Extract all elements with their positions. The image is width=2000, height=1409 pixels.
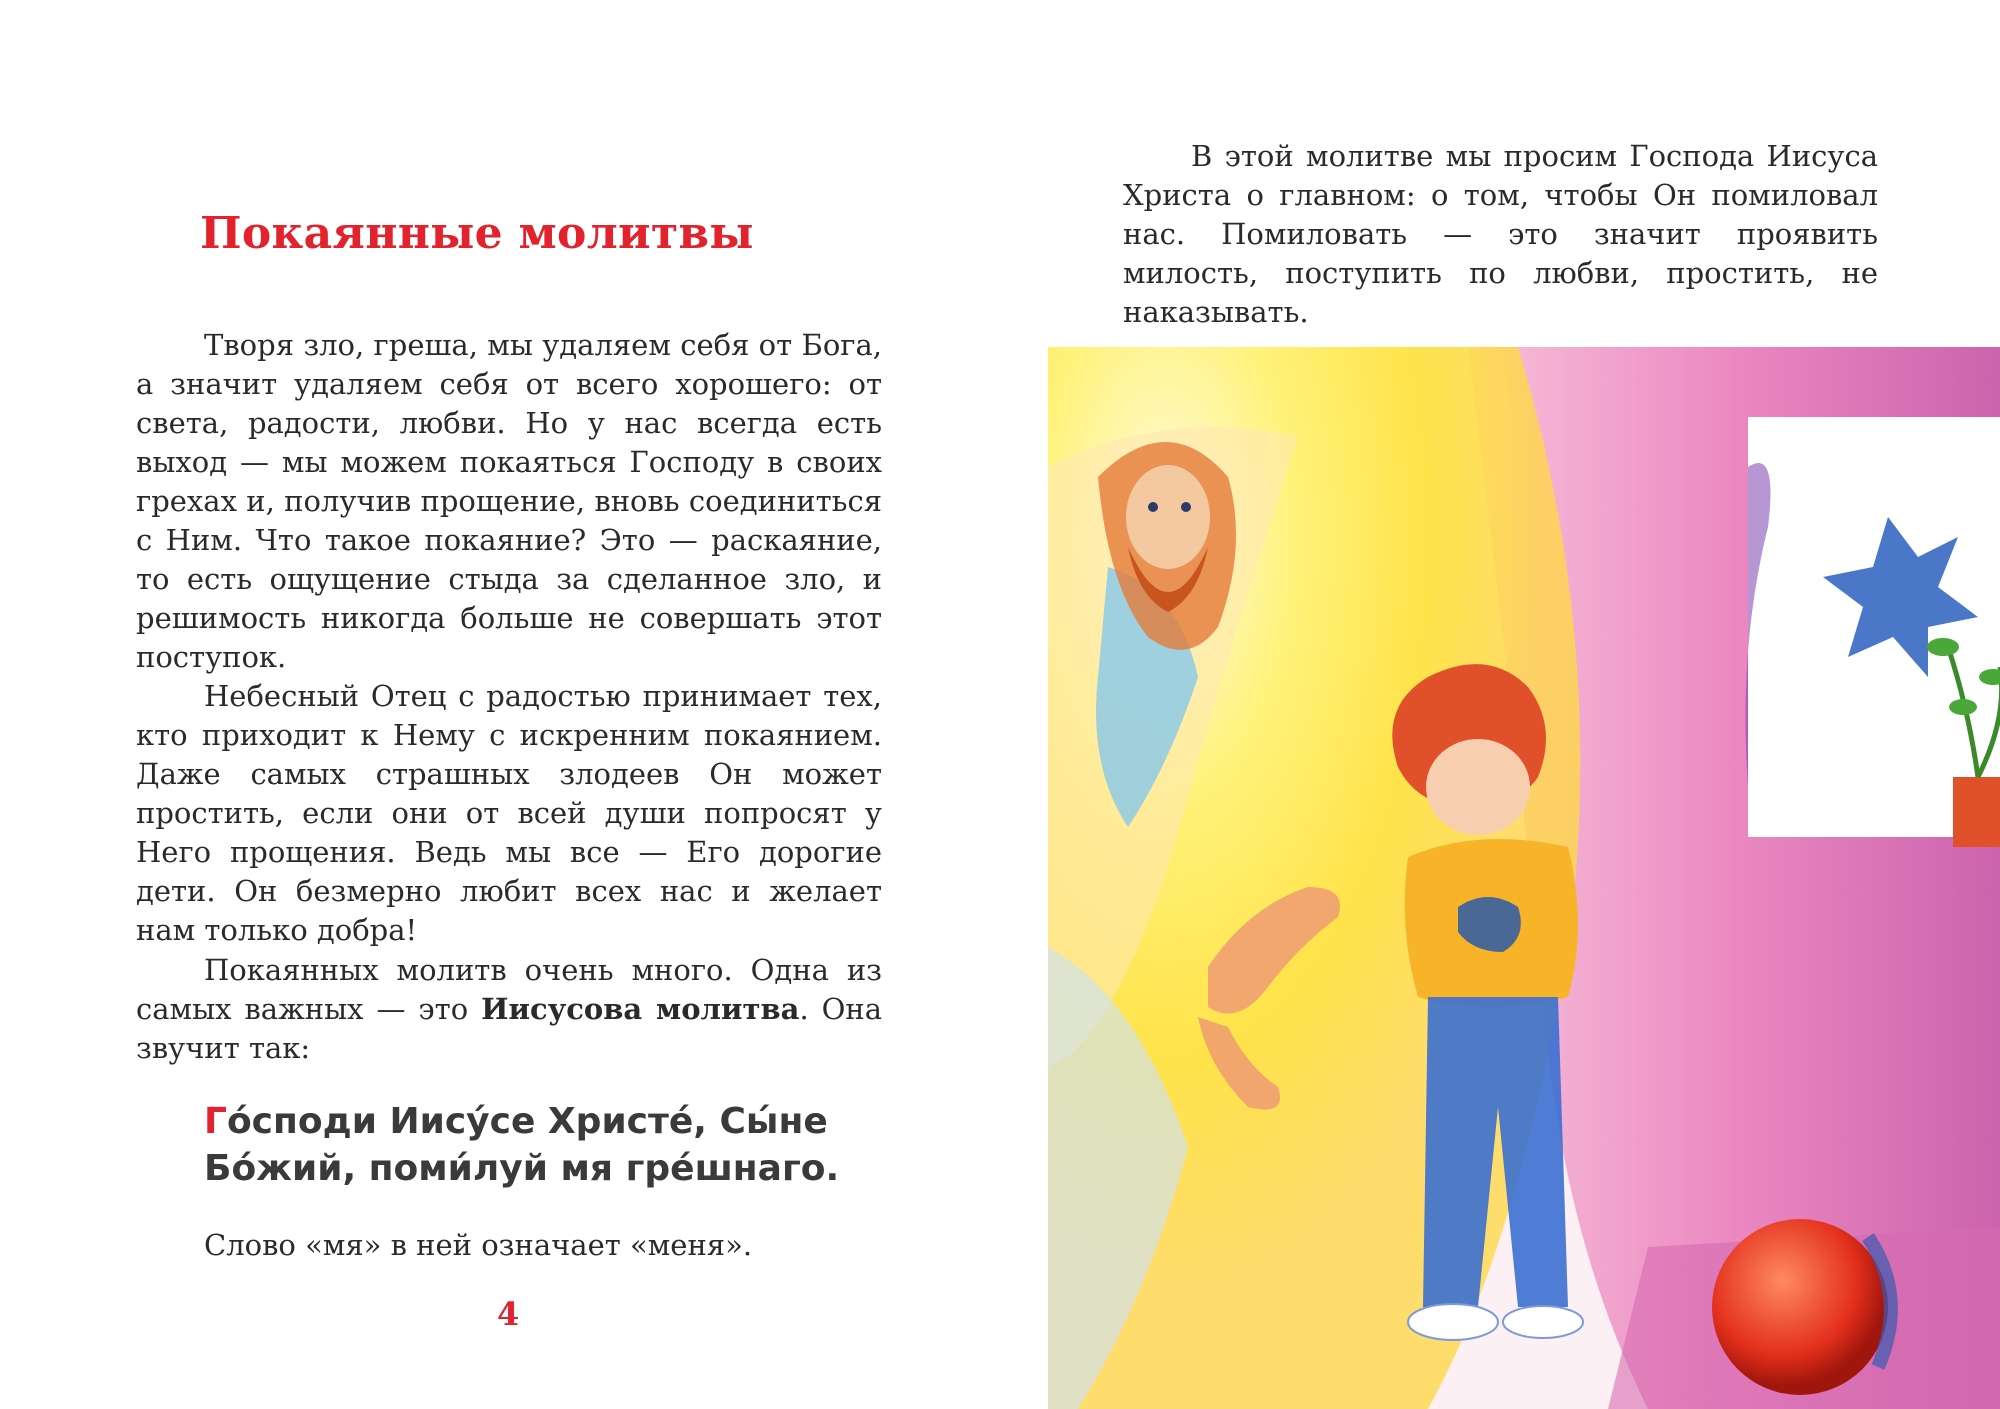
right-page bbox=[1000, 0, 2000, 1409]
prayer-initial-letter: Г bbox=[204, 1101, 227, 1142]
jesus-prayer-text: Го́споди Иису́се Христе́, Сы́не Бо́жий, поми́луй мя гре́шнаго. bbox=[204, 1101, 840, 1189]
jesus-face bbox=[1126, 465, 1210, 569]
watercolor-illustration bbox=[1048, 347, 2000, 1409]
page-title: Покаянные молитвы bbox=[200, 208, 754, 259]
word-note: Слово «мя» в ней означает «меня». bbox=[204, 1228, 753, 1262]
red-ball bbox=[1712, 1219, 1888, 1395]
intro-text bbox=[136, 326, 882, 950]
prayer-intro bbox=[136, 951, 882, 1068]
paragraph-repentance: Творя зло, греша, мы удаляем себя от Бога, а значит удаляем себя от всего хорошего: от света, радости, любви. Но у нас всегда есть выход — мы можем покаяться Господу в своих грехах и, получив прощение, вновь соединиться с Ним. Что такое покаяние? Это — раскаяние, то есть ощущение стыда за сделанное зло, и решимость никогда больше не совершать этот поступок. bbox=[136, 328, 882, 674]
paragraph-prayers: Покаянных молитв очень много. Одна из самых важных — это Иисусова молитва. Она звучит так: bbox=[136, 953, 882, 1065]
boy-face bbox=[1426, 739, 1530, 835]
paragraph-heavenly-father: Небесный Отец с радостью принимает тех, кто приходит к Нему с искренним покаянием. Даже самых страшных злодеев Он может простить, если они от всей души попросят у Него прощения. Ведь мы все — Его дорогие дети. Он безмерно любит всех нас и желает нам только добра! bbox=[136, 679, 882, 947]
page-number: 4 bbox=[497, 1295, 520, 1333]
boy-shoe-left bbox=[1408, 1304, 1498, 1340]
boy-shoe-right bbox=[1503, 1306, 1583, 1338]
paragraph-mercy: В этой молитве мы просим Господа Иисуса Христа о главном: о том, чтобы Он помиловал нас. Помиловать — это значит проявить милость, поступить по любви, простить, не наказывать. bbox=[1123, 139, 1878, 329]
flower-pot bbox=[1953, 777, 2000, 847]
right-text bbox=[1123, 137, 1878, 332]
jesus-prayer-term: Иисусова молитва bbox=[481, 992, 800, 1026]
